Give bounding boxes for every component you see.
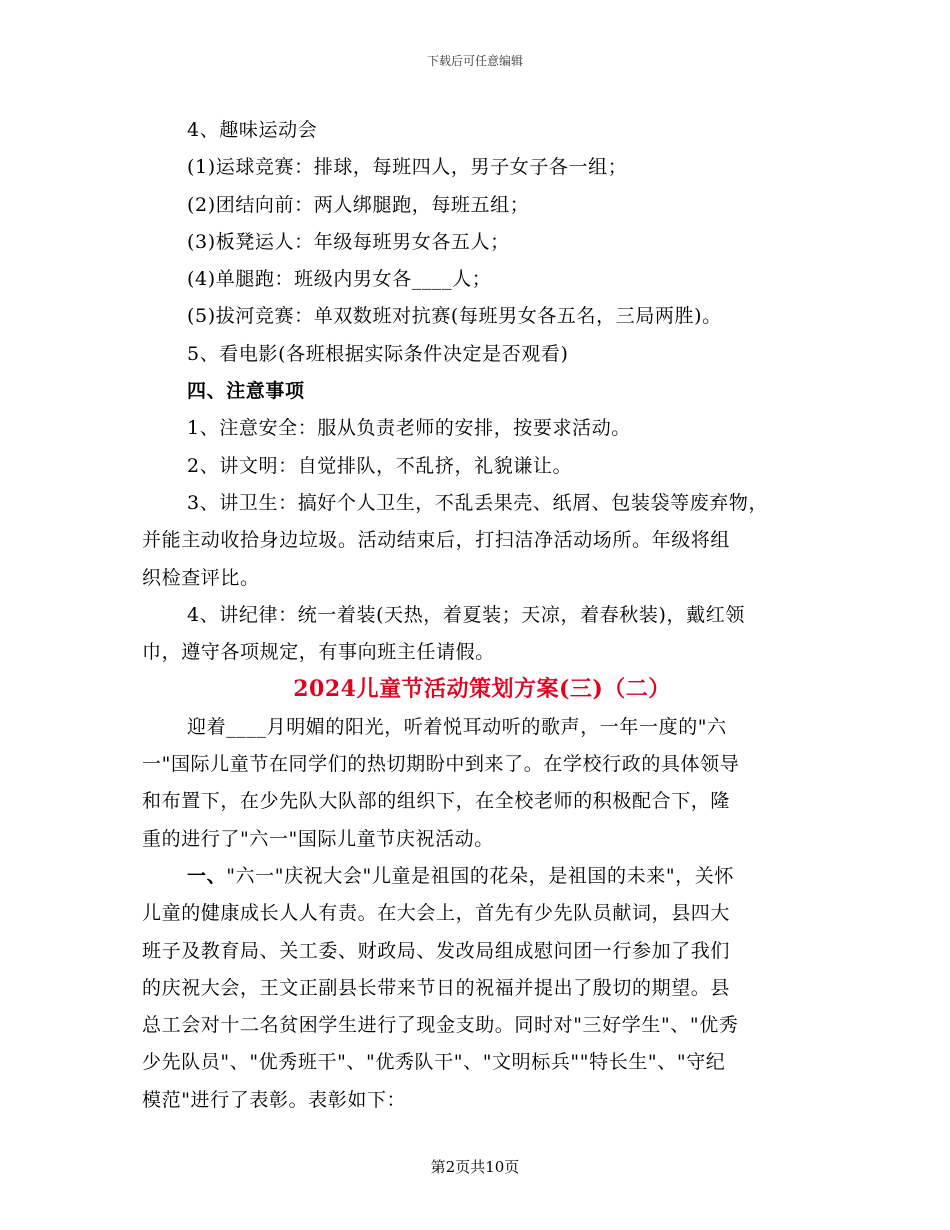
section-1-line-6: 少先队员"、"优秀班干"、"优秀队干"、"文明标兵""特长生"、"守纪: [142, 1051, 726, 1074]
intro-line-1: 迎着____月明媚的阳光，听着悦耳动听的歌声，一年一度的"六: [187, 715, 727, 738]
document-body: [142, 112, 822, 1119]
page-header: 下载后可任意编辑: [426, 54, 523, 68]
section-1-line-3: 班子及教育局、关工委、财政局、发改局组成慰问团一行参加了我们: [142, 939, 731, 962]
activity-sub-item-4: (4)单腿跑：班级内男女各____人；: [187, 268, 492, 291]
note-item-3-line-3: 织检查评比。: [142, 566, 260, 589]
notes-heading: 四、注意事项: [187, 380, 305, 403]
activity-item-4-heading: 4、趣味运动会: [187, 119, 318, 141]
document-title: 2024儿童节活动策划方案(三)（二）: [293, 676, 671, 703]
note-item-2: 2、讲文明：自觉排队，不乱挤，礼貌谦让。: [187, 454, 573, 477]
section-1-first-line-text: "六一"庆祝大会"儿童是祖国的花朵，是祖国的未来"，关怀: [226, 864, 734, 887]
intro-line-4: 重的进行了"六一"国际儿童节庆祝活动。: [142, 827, 494, 850]
activity-sub-item-1: (1)运球竞赛：排球，每班四人，男子女子各一组；: [187, 156, 628, 179]
activity-sub-item-2: (2)团结向前：两人绑腿跑，每班五组；: [187, 193, 530, 216]
activity-sub-item-3: (3)板凳运人：年级每班男女各五人；: [187, 230, 510, 253]
section-1-line-2: 儿童的健康成长人人有责。在大会上，首先有少先队员献词，县四大: [142, 902, 731, 925]
section-1-line-7: 模范"进行了表彰。表彰如下：: [142, 1088, 407, 1111]
note-item-1: 1、注意安全：服从负责老师的安排，按要求活动。: [187, 417, 631, 440]
activity-sub-item-5: (5)拔河竞赛：单双数班对抗赛(每班男女各五名，三局两胜)。: [187, 305, 722, 328]
section-1-first-line: [142, 858, 822, 895]
intro-line-3: 和布置下，在少先队大队部的组织下，在全校老师的积极配合下，隆: [142, 790, 731, 813]
note-item-4-line-2: 巾，遵守各项规定，有事向班主任请假。: [142, 641, 495, 664]
note-item-4-line-1: 4、讲纪律：统一着装(天热，着夏装；天凉，着春秋装)，戴红领: [187, 603, 745, 626]
section-1-heading: 一、: [187, 864, 227, 887]
page-footer: 第2页共10页: [430, 1158, 520, 1176]
note-item-3-line-1: 3、讲卫生：搞好个人卫生，不乱丢果壳、纸屑、包装袋等废弃物，: [187, 491, 769, 514]
section-1-line-5: 总工会对十二名贫困学生进行了现金支助。同时对"三好学生"、"优秀: [142, 1014, 739, 1037]
activity-item-5: 5、看电影(各班根据实际条件决定是否观看): [187, 342, 569, 365]
note-item-3-line-2: 并能主动收拾身边垃圾。活动结束后，打扫洁净活动场所。年级将组: [142, 529, 731, 552]
intro-line-2: 一"国际儿童节在同学们的热切期盼中到来了。在学校行政的具体领导: [142, 753, 740, 776]
section-1-line-4: 的庆祝大会，王文正副县长带来节日的祝福并提出了殷切的期望。县: [142, 976, 731, 999]
